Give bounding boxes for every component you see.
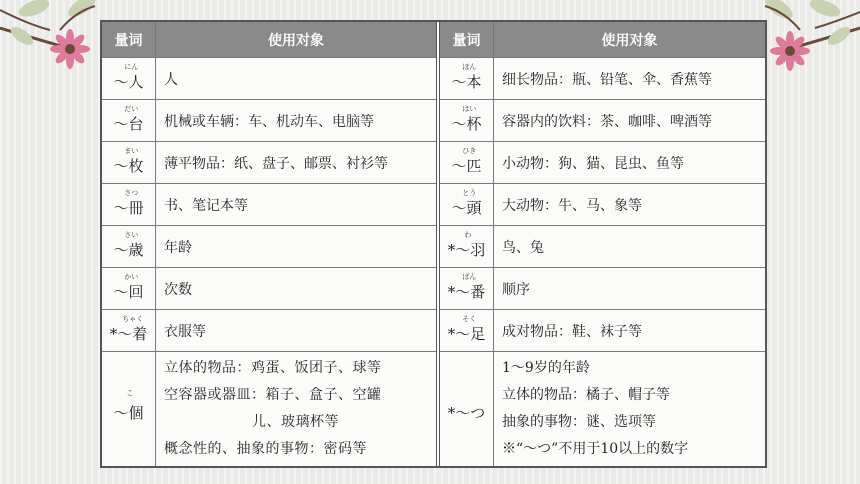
counter-cell xyxy=(102,352,156,466)
counter-word: ～人 xyxy=(113,73,144,91)
counter-word: *～足 xyxy=(447,325,486,343)
usage-cell: 小动物：狗、猫、昆虫、鱼等 xyxy=(502,155,684,172)
table-row xyxy=(440,100,765,142)
table-row xyxy=(102,100,436,142)
usage-line: 空容器或器皿：箱子、盒子、空罐 xyxy=(164,387,382,403)
table-header-row xyxy=(102,22,436,58)
usage-line: 儿、玻璃杯等 xyxy=(252,414,339,430)
usage-cell: 薄平物品：纸、盘子、邮票、衬衫等 xyxy=(164,155,388,172)
counter-cell xyxy=(102,226,156,267)
usage-line: 立体的物品：鸡蛋、饭团子、球等 xyxy=(164,360,382,376)
furigana: まい xyxy=(124,147,139,155)
vine-decoration-left xyxy=(0,0,105,95)
usage-line: ※“～つ”不用于10以上的数字 xyxy=(502,441,689,457)
table-row xyxy=(440,268,765,310)
table-row xyxy=(102,352,436,466)
table-row xyxy=(102,268,436,310)
counter-cell xyxy=(440,268,494,309)
usage-cell: 书、笔记本等 xyxy=(164,197,248,214)
table-row xyxy=(440,142,765,184)
counter-word: ～台 xyxy=(113,115,144,133)
furigana: そく xyxy=(462,315,477,323)
counter-word: ～冊 xyxy=(113,199,144,217)
table-row xyxy=(440,310,765,352)
usage-cell: 人 xyxy=(164,71,178,88)
table-row xyxy=(440,184,765,226)
furigana: ほん xyxy=(462,63,477,71)
usage-cell: 鸟、兔 xyxy=(502,239,544,256)
counter-word: *～羽 xyxy=(447,241,486,259)
table-header-row xyxy=(440,22,765,58)
usage-cell xyxy=(156,352,436,466)
usage-line: 1～9岁的年龄 xyxy=(502,360,590,376)
counter-word: ～歳 xyxy=(113,241,144,259)
furigana: だい xyxy=(124,105,139,113)
furigana: ちゃく xyxy=(122,315,144,323)
counter-word: ～杯 xyxy=(451,115,482,133)
counter-cell xyxy=(102,100,156,141)
header-counter: 量词 xyxy=(102,22,156,57)
furigana: さい xyxy=(124,231,139,239)
furigana: とう xyxy=(462,189,477,197)
table-row xyxy=(102,310,436,352)
usage-cell: 机械或车辆：车、机动车、电脑等 xyxy=(164,113,374,130)
counter-word: ～頭 xyxy=(451,199,482,217)
usage-cell: 容器内的饮料：茶、咖啡、啤酒等 xyxy=(502,113,712,130)
table-row xyxy=(102,226,436,268)
counter-cell xyxy=(102,142,156,183)
counter-word: *～着 xyxy=(109,325,148,343)
counter-cell xyxy=(102,184,156,225)
counter-word: ～本 xyxy=(451,73,482,91)
table-right-half xyxy=(436,22,765,466)
usage-cell: 大动物：牛、马、象等 xyxy=(502,197,642,214)
table-row xyxy=(440,352,765,466)
vine-decoration-right xyxy=(755,0,860,95)
usage-cell: 顺序 xyxy=(502,281,530,298)
table-row xyxy=(440,58,765,100)
counter-word: ～匹 xyxy=(451,157,482,175)
flower-icon xyxy=(50,29,90,69)
header-usage: 使用对象 xyxy=(601,32,658,49)
table-row xyxy=(102,184,436,226)
usage-line: 立体的物品：橘子、帽子等 xyxy=(502,387,670,403)
furigana: はい xyxy=(462,105,477,113)
counter-cell xyxy=(440,58,494,99)
usage-line: 抽象的事物：谜、选项等 xyxy=(502,414,656,430)
counter-cell xyxy=(440,142,494,183)
counter-cell xyxy=(440,100,494,141)
counter-cell xyxy=(440,184,494,225)
table-row xyxy=(102,58,436,100)
counter-word: ～回 xyxy=(113,283,144,301)
table-left-half xyxy=(102,22,436,466)
counter-word: *～番 xyxy=(447,283,486,301)
header-usage: 使用对象 xyxy=(268,32,324,49)
usage-cell: 成对物品：鞋、袜子等 xyxy=(502,323,642,340)
usage-cell: 年龄 xyxy=(164,239,192,256)
table-row xyxy=(102,142,436,184)
counter-cell xyxy=(440,352,494,466)
furigana: さつ xyxy=(124,189,139,197)
furigana: かい xyxy=(124,273,139,281)
usage-cell: 细长物品：瓶、铅笔、伞、香蕉等 xyxy=(502,71,712,88)
furigana: にん xyxy=(124,63,139,71)
header-counter: 量词 xyxy=(440,22,494,57)
counter-cell xyxy=(102,310,156,351)
furigana: ひき xyxy=(462,147,477,155)
furigana: ばん xyxy=(462,273,477,281)
table-row xyxy=(440,226,765,268)
counter-cell xyxy=(440,226,494,267)
usage-cell: 衣服等 xyxy=(164,323,206,340)
counter-word: *～つ xyxy=(447,403,486,422)
counter-cell xyxy=(102,268,156,309)
counter-word: ～枚 xyxy=(113,157,144,175)
usage-cell xyxy=(494,352,765,466)
counter-word: ～個 xyxy=(113,403,144,422)
usage-line: 概念性的、抽象的事物：密码等 xyxy=(164,441,367,457)
flower-icon xyxy=(770,31,810,71)
counter-cell xyxy=(102,58,156,99)
usage-cell: 次数 xyxy=(164,281,192,298)
counter-words-table xyxy=(100,20,767,468)
furigana: わ xyxy=(464,231,472,239)
counter-cell xyxy=(440,310,494,351)
furigana: こ xyxy=(126,389,134,397)
